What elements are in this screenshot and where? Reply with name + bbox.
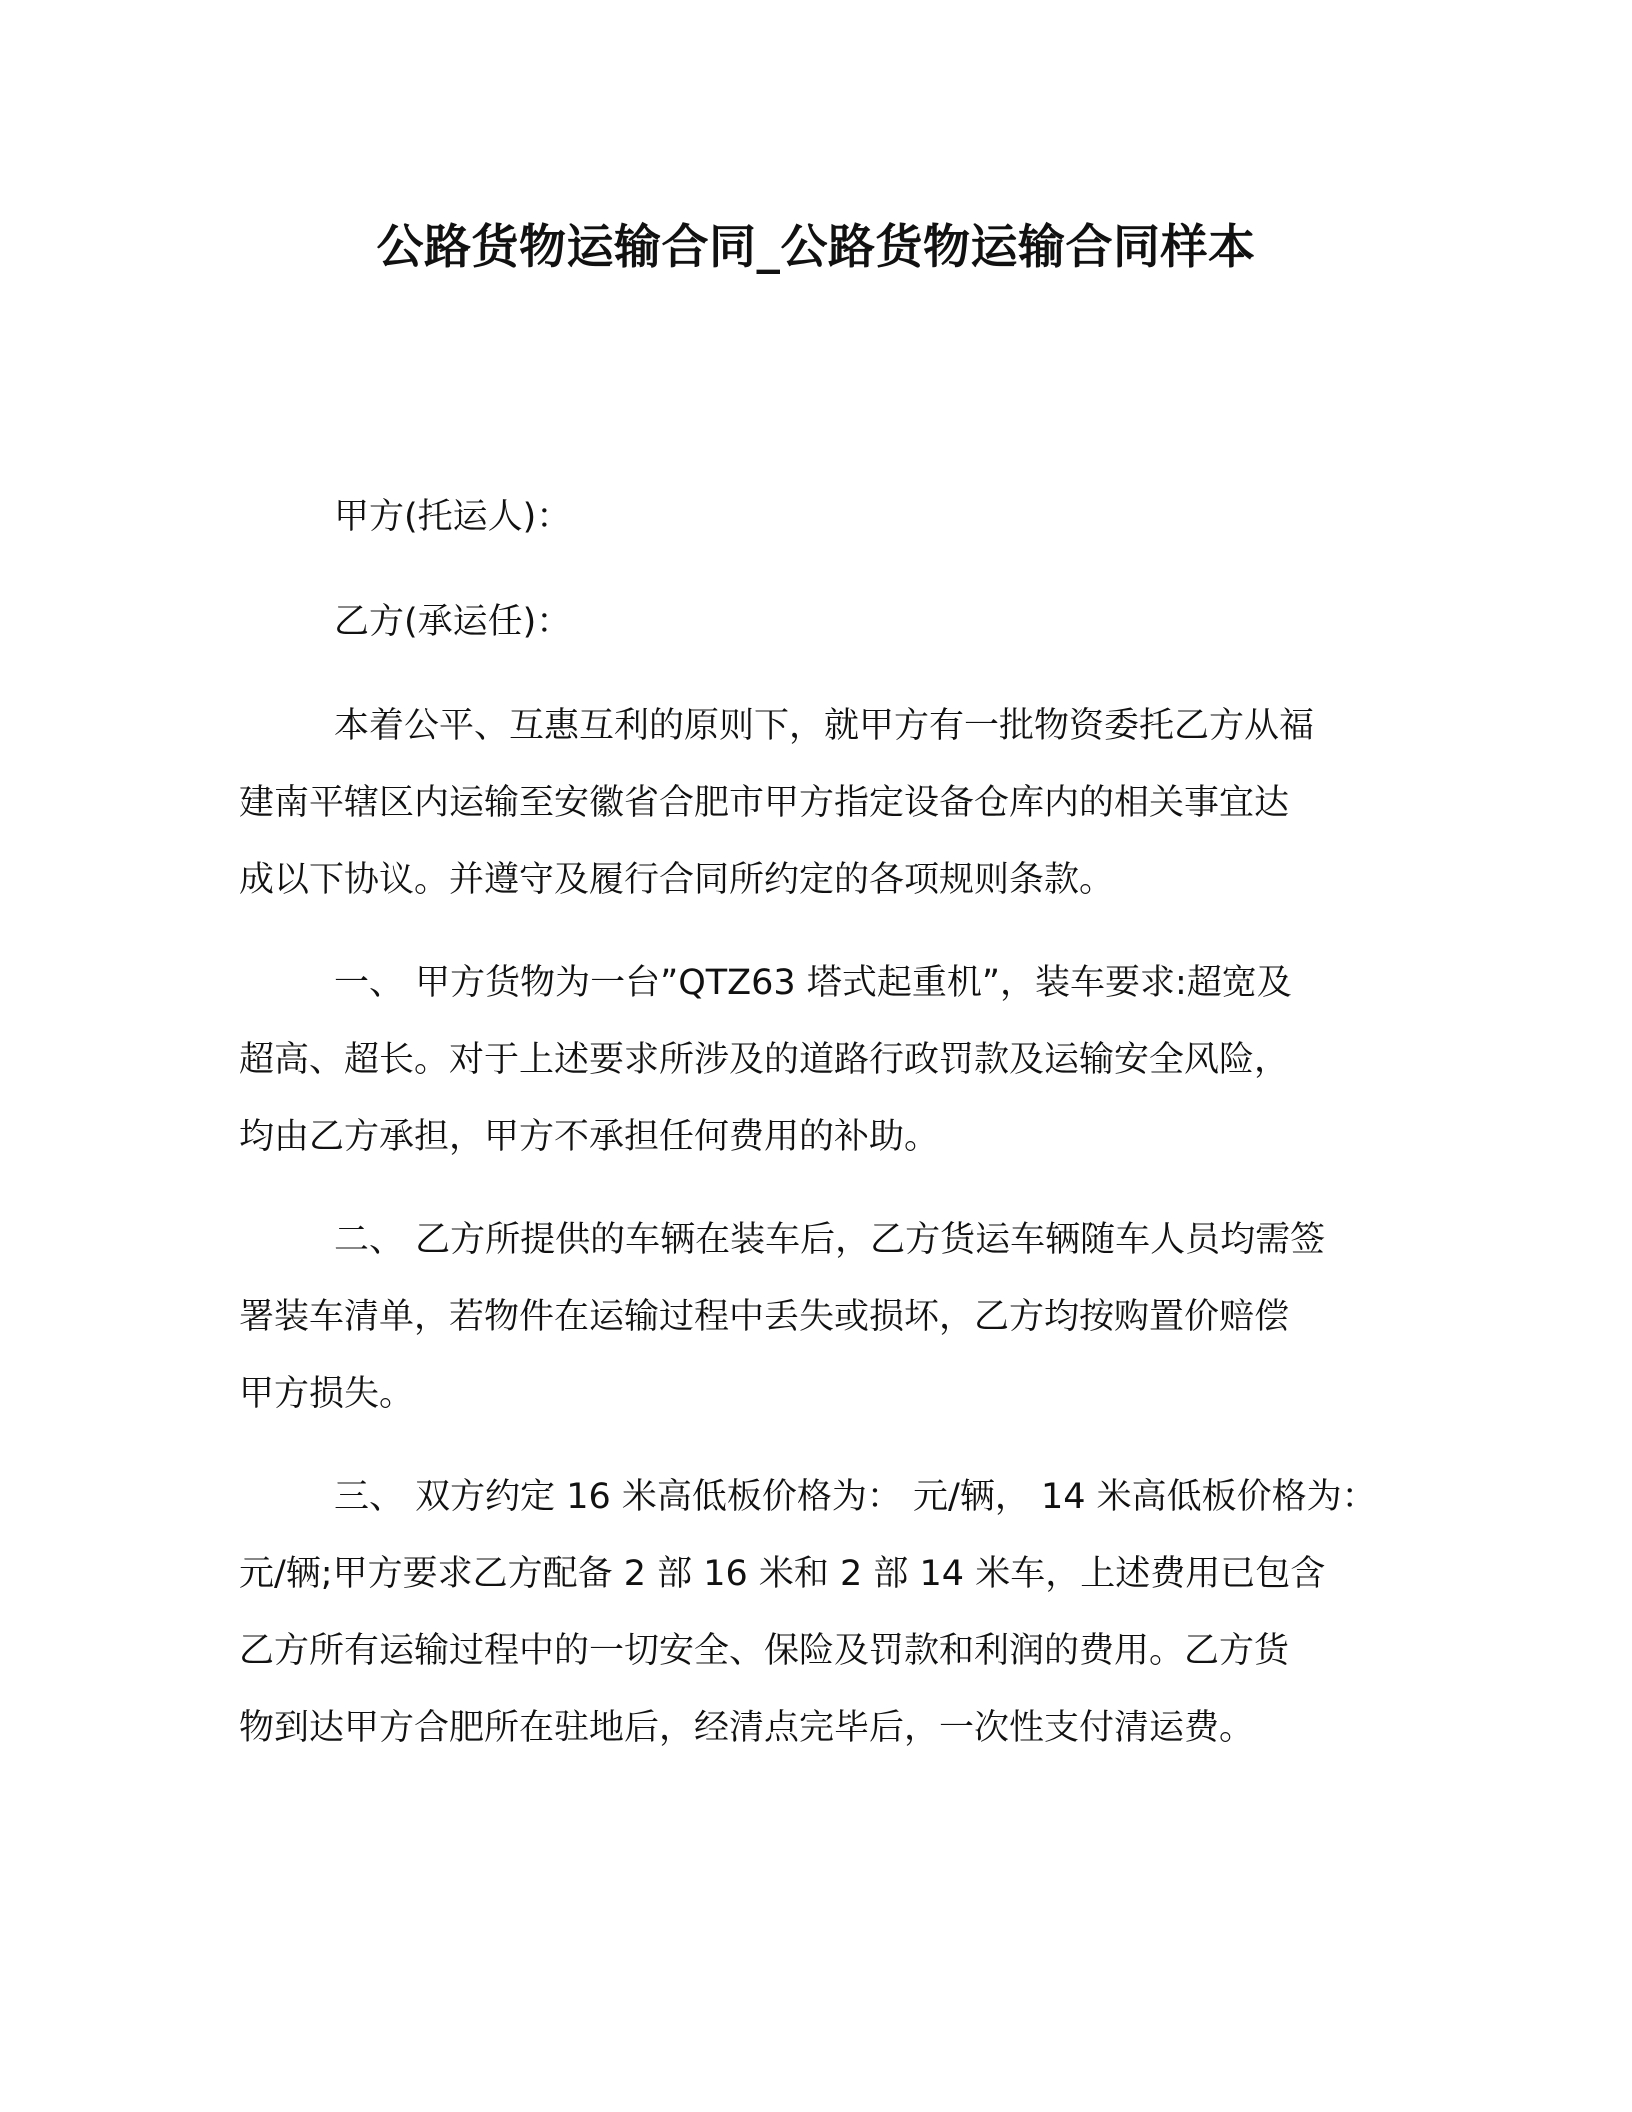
clause-1-line: 一、 甲方货物为一台”QTZ63 塔式起重机”，装车要求:超宽及 bbox=[334, 963, 1292, 1003]
document-title: 公路货物运输合同_公路货物运输合同样本 bbox=[376, 220, 1256, 275]
clause-3-line: 乙方所有运输过程中的一切安全、保险及罚款和利润的费用。乙方货 bbox=[239, 1631, 1290, 1671]
clause-2-paragraph bbox=[239, 1202, 1399, 1433]
intro-paragraph bbox=[239, 688, 1399, 919]
party-b-label: 乙方(承运任)： bbox=[334, 602, 572, 642]
clause-3-paragraph bbox=[239, 1459, 1399, 1767]
clause-1-line: 均由乙方承担，甲方不承担任何费用的补助。 bbox=[239, 1117, 940, 1157]
clause-3-line: 三、 双方约定 16 米高低板价格为： 元/辆， 14 米高低板价格为： bbox=[334, 1477, 1377, 1517]
clause-3-line: 物到达甲方合肥所在驻地后，经清点完毕后，一次性支付清运费。 bbox=[239, 1708, 1255, 1748]
clause-1-line: 超高、超长。对于上述要求所涉及的道路行政罚款及运输安全风险， bbox=[239, 1040, 1290, 1080]
intro-line: 本着公平、互惠互利的原则下，就甲方有一批物资委托乙方从福 bbox=[334, 706, 1315, 746]
intro-line: 建南平辖区内运输至安徽省合肥市甲方指定设备仓库内的相关事宜达 bbox=[239, 783, 1290, 823]
clause-3-line: 元/辆;甲方要求乙方配备 2 部 16 米和 2 部 14 米车，上述费用已包含 bbox=[239, 1554, 1326, 1594]
party-a-label: 甲方(托运人)： bbox=[334, 497, 572, 537]
clause-2-line: 署装车清单，若物件在运输过程中丢失或损坏，乙方均按购置价赔偿 bbox=[239, 1297, 1290, 1337]
clause-1-paragraph bbox=[239, 945, 1399, 1176]
intro-line: 成以下协议。并遵守及履行合同所约定的各项规则条款。 bbox=[239, 860, 1115, 900]
clause-2-line: 甲方损失。 bbox=[239, 1374, 415, 1414]
clause-2-line: 二、 乙方所提供的车辆在装车后，乙方货运车辆随车人员均需签 bbox=[334, 1220, 1326, 1260]
